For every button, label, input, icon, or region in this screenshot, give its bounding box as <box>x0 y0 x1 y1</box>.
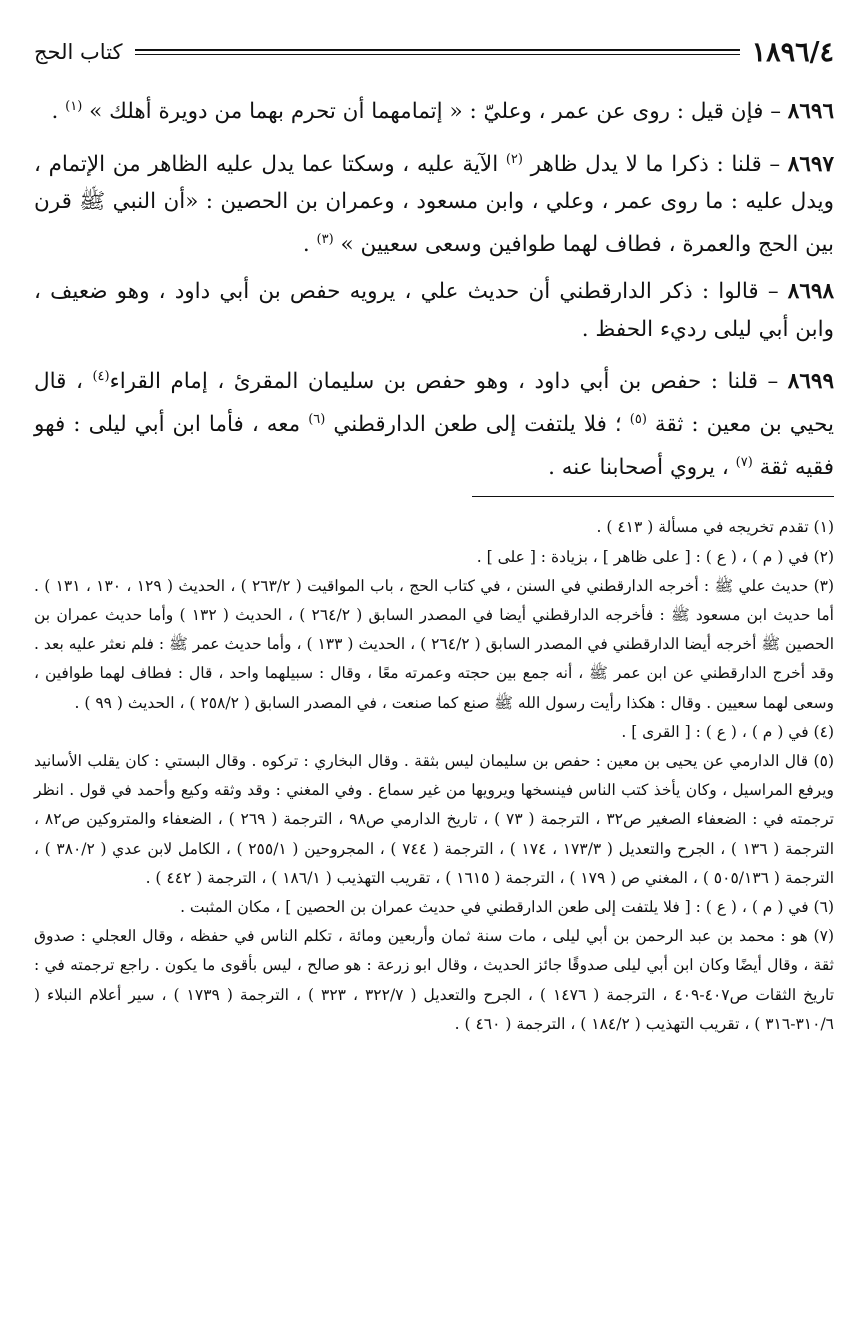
footnote-ref: (٥) <box>629 412 647 428</box>
paragraph-8698 <box>34 273 834 348</box>
paragraph-text: – قلنا : ذكرا ما لا يدل ظاهر <box>522 151 788 177</box>
footnote-ref: (٢) <box>505 151 523 167</box>
paragraph-text: ، قال يحيي بن معين : ثقة <box>34 369 834 438</box>
footnote-ref: (١) <box>65 99 83 114</box>
paragraph-number: ٨٦٩٩ <box>787 369 834 395</box>
paragraph-8697 <box>34 141 834 264</box>
paragraph-text: – قلنا : حفص بن أبي داود ، وهو حفص بن سليمان المقرئ ، إمام القراء <box>109 369 788 395</box>
footnote-6: (٦) في ( م ) ، ( ع ) : [ فلا يلتفت إلى طعن الدارقطني في حديث عمران بن الحصين ] ، مكان المثبت . <box>180 898 834 917</box>
footnote-1: (١) تقدم تخريجه في مسألة ( ٤١٣ ) . <box>596 518 834 537</box>
footnote-ref: (٤) <box>92 369 110 385</box>
paragraph-text: . <box>302 231 317 257</box>
paragraph-number: ٨٦٩٦ <box>787 99 834 125</box>
page-reference: ١٨٩٦/٤ <box>751 36 834 68</box>
paragraph-8696 <box>34 88 834 131</box>
paragraph-text: ، يروي أصحابنا عنه . <box>548 454 736 480</box>
main-text <box>34 88 834 486</box>
footnote-separator <box>472 496 834 497</box>
footnote-ref: (٣) <box>316 231 334 247</box>
book-title: كتاب الحج <box>34 40 123 64</box>
document-page <box>34 30 834 1039</box>
footnote-2: (٢) في ( م ) ، ( ع ) : [ على ظاهر ] ، بزيادة : [ على ] . <box>476 547 834 566</box>
footnote-ref: (٦) <box>308 412 326 428</box>
paragraph-8699 <box>34 358 834 486</box>
paragraph-text: الآية عليه ، وسكتا عما يدل عليه الظاهر من الإتمام ، ويدل عليه : ما روى عمر ، وعلي ، وابن مسعود ، وعمران بن الحصين : «أن النبي ﷺ قرن بين الحج والعمرة ، فطاف لهما طوافين وسعى سعيين » <box>34 151 834 257</box>
paragraph-number: ٨٦٩٧ <box>787 151 834 177</box>
paragraph-text: معه ، فأما ابن أبي ليلى : فهو فقيه ثقة <box>34 412 834 480</box>
paragraph-text: – قالوا : ذكر الدارقطني أن حديث علي ، يرويه حفص بن أبي داود ، وهو ضعيف ، وابن أبي ليلى رديء الحفظ . <box>34 279 834 342</box>
paragraph-text: – فإن قيل : روى عن عمر ، وعليّ : « إتمامهما أن تحرم بهما من دويرة أهلك » <box>82 99 788 125</box>
footnote-5: (٥) قال الدارمي عن يحيى بن معين : حفص بن سليمان ليس بثقة . وقال البخاري : تركوه . وقال البستي : كان يقلب الأسانيد ويرفع المراسيل ، وكان يأخذ كتب الناس فينسخها ويرويها من غير سماع . وفي المغني : وقد وثقه وكيع وأحمد في قول . انظر ترجمته في : الضعفاء الصغير ص٣٢ ، الترجمة ( ٧٣ ) ، تاريخ الدارمي ص٩٨ ، الترجمة ( ٢٦٩ ) ، الضعفاء والمتروكين ص٨٢ ، الترجمة ( ١٣٦ ) ، الجرح والتعديل ( ١٧٣/٣ ، ١٧٤ ) ، الترجمة ( ٧٤٤ ) ، المجروحين ( ٢٥٥/١ ) ، الكامل لابن عدي ( ٣٨٠/٢ ) ، الترجمة ( ٥٠٥/١٣٦ ) ، المغني ص ( ١٧٩ ) ، الترجمة ( ١٦١٥ ) ، تقريب التهذيب ( ١٨٦/١ ) ، الترجمة ( ٤٤٢ ) . <box>34 752 835 887</box>
paragraph-text: . <box>51 99 66 125</box>
footnote-7: (٧) هو : محمد بن عبد الرحمن بن أبي ليلى ، مات سنة ثمان وأربعين ومائة ، تكلم الناس في حفظه ، وقال العجلي : صدوق ثقة ، وقال أيضًا وكان ابن أبي ليلى صدوقًا جائز الحديث ، وقال ابو زرعة : هو صالح ، ليس بأقوى ما يكون . راجع ترجمته في : تاريخ الثقات ص٤٠٧-٤٠٩ ، الترجمة ( ١٤٧٦ ) ، الجرح والتعديل ( ٣٢٢/٧ ، ٣٢٣ ) ، الترجمة ( ١٧٣٩ ) ، سير أعلام النبلاء ( ٣١٠/٦-٣١٦ ) ، تقريب التهذيب ( ١٨٤/٢ ) ، الترجمة ( ٤٦٠ ) . <box>34 927 835 1033</box>
footnotes <box>34 513 834 1039</box>
footnote-ref: (٧) <box>735 454 753 470</box>
footnote-4: (٤) في ( م ) ، ( ع ) : [ القرى ] . <box>621 722 834 741</box>
running-header <box>34 30 834 74</box>
header-rule <box>135 49 740 55</box>
paragraph-number: ٨٦٩٨ <box>787 279 834 305</box>
footnote-3: (٣) حديث علي ﷺ : أخرجه الدارقطني في السنن ، في كتاب الحج ، باب المواقيت ( ٢٦٣/٢ ) ، الحديث ( ١٢٩ ، ١٣٠ ، ١٣١ ) . أما حديث ابن مسعود ﷺ : فأخرجه الدارقطني أيضا في المصدر السابق ( ٢٦٤/٢ ) ، الحديث ( ١٣٢ ) وأما حديث عمران بن الحصين ﷺ أخرجه أيضا الدارقطني في المصدر السابق ( ٢٦٤/٢ ) ، الحديث ( ١٣٣ ) ، وأما حديث عمر ﷺ : فلم نعثر عليه بعد . وقد أخرج الدارقطني عن ابن عمر ﷺ ، أنه جمع بين حجته وعمرته معًا ، وقال : سبيلهما واحد ، قال : فطاف لهما طوافين ، وسعى لهما سعيين . وقال : هكذا رأيت رسول الله ﷺ صنع كما صنعت ، في المصدر السابق ( ٢٥٨/٢ ) ، الحديث ( ٩٩ ) . <box>34 576 835 712</box>
paragraph-text: ؛ فلا يلتفت إلى طعن الدارقطني <box>325 412 630 438</box>
